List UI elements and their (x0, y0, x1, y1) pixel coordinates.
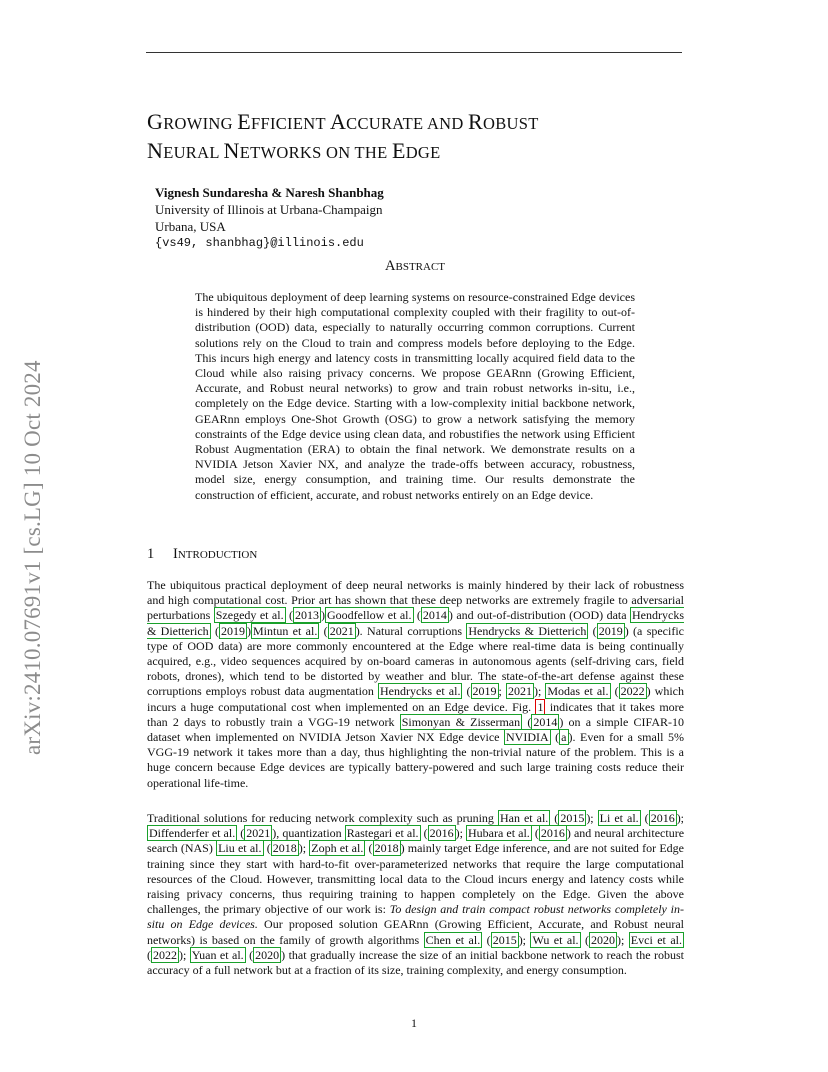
body-text-run: indicates that it takes more than 2 days to robustly train a VGG-19 network (147, 699, 684, 729)
title-smallcaps-text: EURAL (163, 143, 224, 162)
body-text-run: ); (533, 684, 546, 699)
citation-link[interactable]: 2018 (374, 841, 399, 856)
citation-link[interactable]: Chen et al. (425, 932, 481, 947)
body-text-run: ); (586, 811, 598, 825)
body-text-run: ( (413, 608, 421, 623)
abstract-text: The ubiquitous deployment of deep learning systems on resource-constrained Edge devices is hindered by their high computational complexity coupled with their fragility to out-of-distribution (OOD) data, especially to naturally occurring common corruptions. Current solutions rely on the Cloud to train and compress models before deploying to the Edge. This incurs high energy and latency costs in transmitting locally acquired field data to the Cloud while also raising privacy concerns. We propose GEARnn (Growing Efficient, Accurate, and Robust neural networks) to grow and train robust networks in-situ, i.e., completely on the Edge device. Starting with a low-complexity initial backbone network, GEARnn employs One-Shot Growth (OSG) to grow a network satisfying the memory constraints of the Edge device using clean data, and robustifies the network using Efficient Robust Augmentation (ERA) to obtain the final network. We demonstrate results on a NVIDIA Jetson Xavier NX, and analyze the trade-offs between accuracy, robustness, model size, energy consumption, and training time. Our results demonstrate the construction of efficient, accurate, and robust networks entirely on an Edge device. (195, 290, 635, 502)
body-text-run: ); (179, 947, 190, 962)
abstract-heading-rest: BSTRACT (395, 261, 445, 273)
section-heading-introduction (147, 546, 257, 563)
author-affiliation: University of Illinois at Urbana-Champaign (155, 202, 383, 217)
body-text-run: ( (640, 811, 649, 825)
title-cap-letter: E (237, 109, 251, 134)
body-text-run: ) on a simple CIFAR-10 dataset when implemented on NVIDIA Jetson Xavier NX Edge device (147, 714, 684, 745)
title-smallcaps-text: ETWORKS ON THE (239, 143, 392, 162)
page-number: 1 (411, 1016, 417, 1030)
title-smallcaps-text: CCURATE AND (346, 114, 469, 133)
citation-link[interactable]: 2019 (221, 623, 245, 638)
citation-link[interactable]: Hendrycks & Dietterich (468, 623, 587, 638)
body-text-run: ) and neural architecture search (NAS) (147, 826, 685, 856)
citation-link[interactable]: Hendrycks et al. (380, 684, 461, 699)
body-text-run: ), quantization (272, 826, 345, 841)
citation-link[interactable]: Hubara et al. (468, 826, 530, 841)
body-text-run: ( (610, 684, 619, 699)
body-text-run: ); (676, 811, 685, 825)
intro-paragraph-2 (147, 811, 684, 978)
body-text-run: ( (588, 623, 597, 638)
title-cap-letter: N (147, 138, 164, 163)
body-text-run: ) (a specific type of OOD data) are more commonly encountered at the Edge where real-time data is being continually acquired, e.g., video sequences acquired by on-board cameras in autonomous agents (self-driving cars, field robots, drones), which tend to be distorted by weather and blur. The state-of-the-art defense against these corruptions employs robust data augmentation (147, 623, 685, 699)
citation-link[interactable]: 2021 (246, 826, 271, 841)
title-cap-letter: R (468, 109, 484, 134)
body-text-run: ) and out-of-distribution (OOD) data (448, 608, 630, 623)
body-text-run: ( (420, 826, 428, 841)
citation-link[interactable]: a (561, 730, 567, 745)
intro-paragraph-1 (147, 578, 684, 791)
citation-link[interactable]: 2015 (560, 811, 585, 825)
figure-ref-link[interactable]: 1 (537, 699, 544, 714)
body-text-run: ) (321, 608, 325, 623)
title-cap-letter: A (329, 109, 347, 134)
citation-link[interactable]: Zoph et al. (311, 841, 364, 856)
title-smallcaps-text: FFICIENT (251, 114, 330, 133)
author-names: Vignesh Sundaresha & Naresh Shanbhag (155, 185, 384, 200)
body-text-run: ( (263, 841, 271, 856)
title-cap-letter: G (147, 109, 164, 134)
objective-emphasis: To design and train compact robust networks completely in-situ on Edge devices. (147, 902, 684, 932)
body-text-run: ( (580, 932, 589, 947)
title-smallcaps-text: DGE (405, 143, 441, 162)
citation-link[interactable]: 2022 (620, 684, 645, 699)
body-text-run: ( (462, 684, 471, 699)
title-smallcaps-text: OBUST (483, 114, 539, 133)
author-block (155, 184, 515, 252)
citation-link[interactable]: Szegedy et al. (215, 608, 284, 623)
paper-title (147, 108, 707, 166)
citation-link[interactable]: 2016 (540, 826, 565, 841)
body-text-run: ( (550, 811, 559, 825)
citation-link[interactable]: 2020 (591, 932, 615, 947)
citation-link[interactable]: Hendrycks & Dietterich (147, 608, 684, 638)
citation-link[interactable]: 2019 (472, 684, 497, 699)
body-text-run: ( (482, 932, 491, 947)
title-line-1 (147, 108, 707, 137)
body-text-run: ( (550, 730, 560, 745)
citation-link[interactable]: 2013 (295, 608, 319, 623)
citation-link[interactable]: 2016 (429, 826, 454, 841)
body-text-run: ); (518, 932, 531, 947)
citation-link[interactable]: Diffenderfer et al. (149, 826, 236, 841)
author-location: Urbana, USA (155, 219, 226, 234)
citation-link[interactable]: 2015 (492, 932, 517, 947)
citation-link[interactable]: 2021 (507, 684, 532, 699)
body-text-run: ( (285, 608, 293, 623)
title-cap-letter: E (391, 138, 406, 163)
citation-link[interactable]: Han et al. (499, 811, 549, 825)
body-text-run: ) mainly target Edge inference, and are not suited for Edge training since they start with hard-to-fit over-parameterized networks that require the large computational resources of the Cloud. However, transmitting local data to the Cloud incurs energy and latency costs while raising privacy concerns, thus requiring training to happen completely on the Edge. Given the above challenges, the primary objective of our work is: (147, 841, 685, 917)
citation-link[interactable]: 2020 (255, 947, 280, 962)
body-text-run: ); (617, 932, 629, 947)
body-text-run: ( (210, 623, 219, 638)
body-text-run: ) that gradually increase the size of an initial backbone network to reach the robust accuracy of a full network but at a fraction of its size, training complexity, and energy consumption. (147, 947, 684, 978)
body-text-run: ( (319, 623, 328, 638)
citation-link[interactable]: Wu et al. (532, 932, 579, 947)
header-rule (146, 52, 682, 53)
citation-link[interactable]: 2014 (533, 714, 558, 729)
citation-link[interactable]: NVIDIA (506, 730, 549, 745)
body-text-run: ( (531, 826, 539, 841)
title-smallcaps-text: ROWING (163, 114, 238, 133)
body-text-run: ( (522, 714, 532, 729)
body-text-run: ; (498, 684, 506, 699)
body-text-run: ( (237, 826, 245, 841)
title-line-2 (147, 137, 707, 166)
citation-link[interactable]: 2018 (272, 841, 297, 856)
citation-link[interactable]: Evci et al. (630, 932, 682, 947)
body-text-run: ) (247, 623, 251, 638)
body-text-run: Our proposed solution GEARnn (Growing Efficient, Accurate, and Robust neural networks) is based on the family of growth algorithms (147, 917, 684, 947)
citation-link[interactable]: Simonyan & Zisserman (401, 714, 521, 729)
citation-link[interactable]: Yuan et al. (191, 947, 244, 962)
citation-link[interactable]: Li et al. (599, 811, 639, 825)
citation-link[interactable]: Modas et al. (547, 684, 609, 699)
arxiv-identifier[interactable]: arXiv:2410.07691v1 [cs.LG] 10 Oct 2024 (20, 360, 45, 755)
citation-link[interactable]: 2021 (329, 623, 354, 638)
citation-link[interactable]: Goodfellow et al. (327, 608, 412, 623)
body-text-run: ); (455, 826, 467, 841)
abstract-heading-cap: A (385, 258, 396, 274)
body-text-run: ( (245, 947, 254, 962)
abstract-heading (340, 258, 490, 275)
citation-link[interactable]: 2022 (153, 947, 177, 962)
section-number: 1 (147, 546, 155, 562)
section-title-cap: I (173, 546, 178, 562)
body-text-run: ). Even for a small 5% VGG-19 network it takes more than a day, thus highlighting the non-trivial nature of the problem. This is a huge concern because Edge devices are typically battery-powered and such large training costs reduce their operational life-time. (147, 730, 685, 790)
body-text-run: ( (365, 841, 373, 856)
body-text-run: ); (298, 841, 310, 856)
body-text-run: Traditional solutions for reducing network complexity such as pruning (147, 811, 498, 825)
citation-link[interactable]: 2016 (650, 811, 675, 825)
citation-link[interactable]: 2019 (598, 623, 623, 638)
author-email[interactable]: {vs49, shanbhag}@illinois.edu (155, 236, 364, 250)
body-text-run: The ubiquitous practical deployment of deep neural networks is mainly hindered by their lack of robustness and high computational cost. Prior art has shown that these deep networks are extremely fragile to adversarial perturbations (147, 578, 684, 623)
body-text-run: ) which incurs a huge computational cost when implemented on an Edge device. Fig. (147, 684, 684, 714)
title-cap-letter: N (223, 138, 240, 163)
citation-link[interactable]: 2014 (422, 608, 447, 623)
citation-link[interactable]: Liu et al. (218, 841, 262, 856)
body-text-run: ). Natural corruptions (355, 623, 467, 638)
citation-link[interactable]: Rastegari et al. (346, 826, 419, 841)
section-title-rest: NTRODUCTION (177, 549, 258, 561)
citation-link[interactable]: Mintun et al. (253, 623, 318, 638)
body-text-run: ( (147, 947, 151, 962)
